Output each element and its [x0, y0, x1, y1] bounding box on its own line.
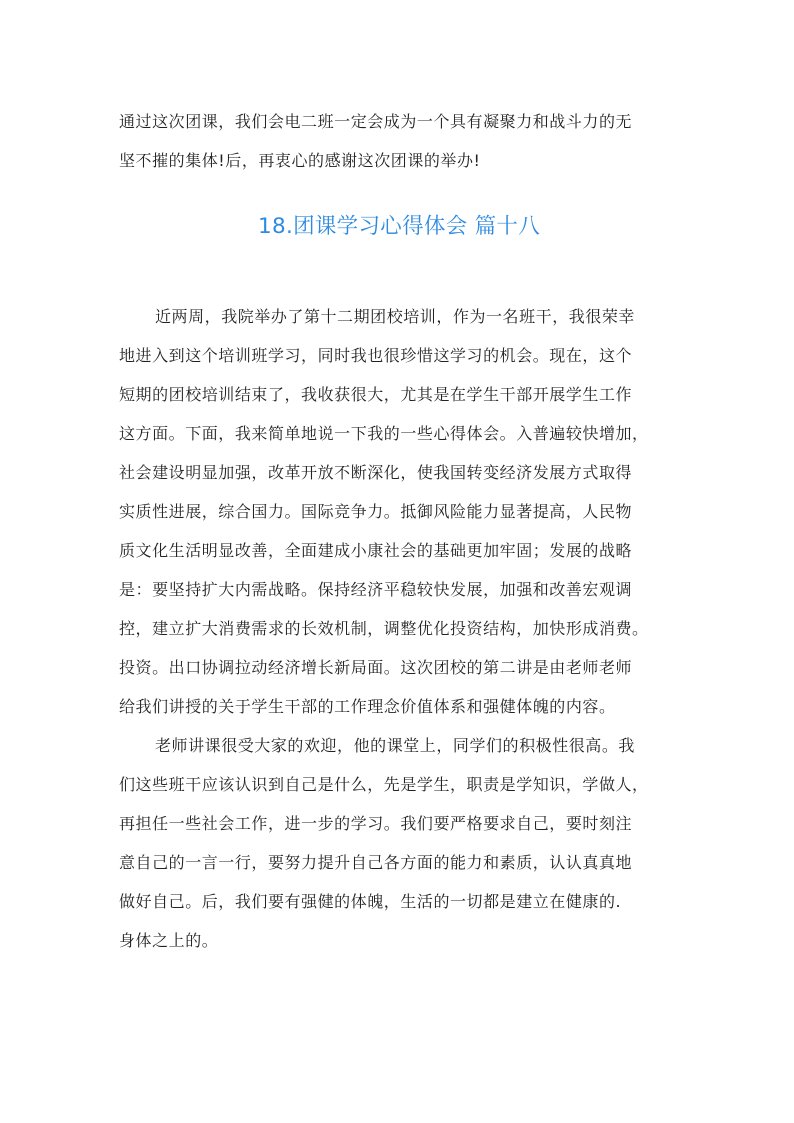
text-line: 坚不摧的集体!后，再衷心的感谢这次团课的举办!: [119, 151, 481, 170]
text-line: 实质性进展，综合国力。国际竞争力。抵御风险能力显著提高，人民物: [119, 502, 633, 521]
section-heading: 18.团课学习心得体会 篇十八: [257, 214, 541, 239]
text-line: 们这些班干应该认识到自己是什么，先是学生，职责是学知识，学做人，: [119, 775, 649, 794]
document-body: [119, 102, 679, 960]
text-line: 再担任一些社会工作，进一步的学习。我们要严格要求自己，要时刻注: [119, 814, 633, 833]
body-paragraph-1: [119, 297, 679, 726]
text-line: 质文化生活明显改善，全面建成小康社会的基础更加牢固；发展的战略: [119, 541, 633, 560]
text-line: 给我们讲授的关于学生干部的工作理念价值体系和强健体魄的内容。: [119, 697, 616, 716]
intro-paragraph: [119, 102, 679, 180]
text-line: 做好自己。后，我们要有强健的体魄，生活的一切都是建立在健康的.: [119, 892, 622, 911]
text-line: 短期的团校培训结束了，我收获很大，尤其是在学生干部开展学生工作: [119, 385, 633, 404]
text-line: 地进入到这个培训班学习，同时我也很珍惜这学习的机会。现在，这个: [119, 346, 633, 365]
body-paragraph-2: [119, 726, 679, 960]
text-line: 这方面。下面，我来简单地说一下我的一些心得体会。入普遍较快增加，: [119, 424, 649, 443]
text-line: 老师讲课很受大家的欢迎，他的课堂上，同学们的积极性很高。我: [155, 736, 635, 755]
text-line: 控，建立扩大消费需求的长效机制，调整优化投资结构，加快形成消费。: [119, 619, 649, 638]
text-line: 通过这次团课，我们会电二班一定会成为一个具有凝聚力和战斗力的无: [119, 112, 633, 131]
text-line: 是：要坚持扩大内需战略。保持经济平稳较快发展，加强和改善宏观调: [119, 580, 633, 599]
text-line: 意自己的一言一行，要努力提升自己各方面的能力和素质，认认真真地: [119, 853, 633, 872]
text-line: 身体之上的。: [119, 931, 219, 950]
text-line: 近两周，我院举办了第十二期团校培训，作为一名班干，我很荣幸: [155, 307, 635, 326]
text-line: 社会建设明显加强，改革开放不断深化，使我国转变经济发展方式取得: [119, 463, 633, 482]
text-line: 投资。出口协调拉动经济增长新局面。这次团校的第二讲是由老师老师: [119, 658, 633, 677]
